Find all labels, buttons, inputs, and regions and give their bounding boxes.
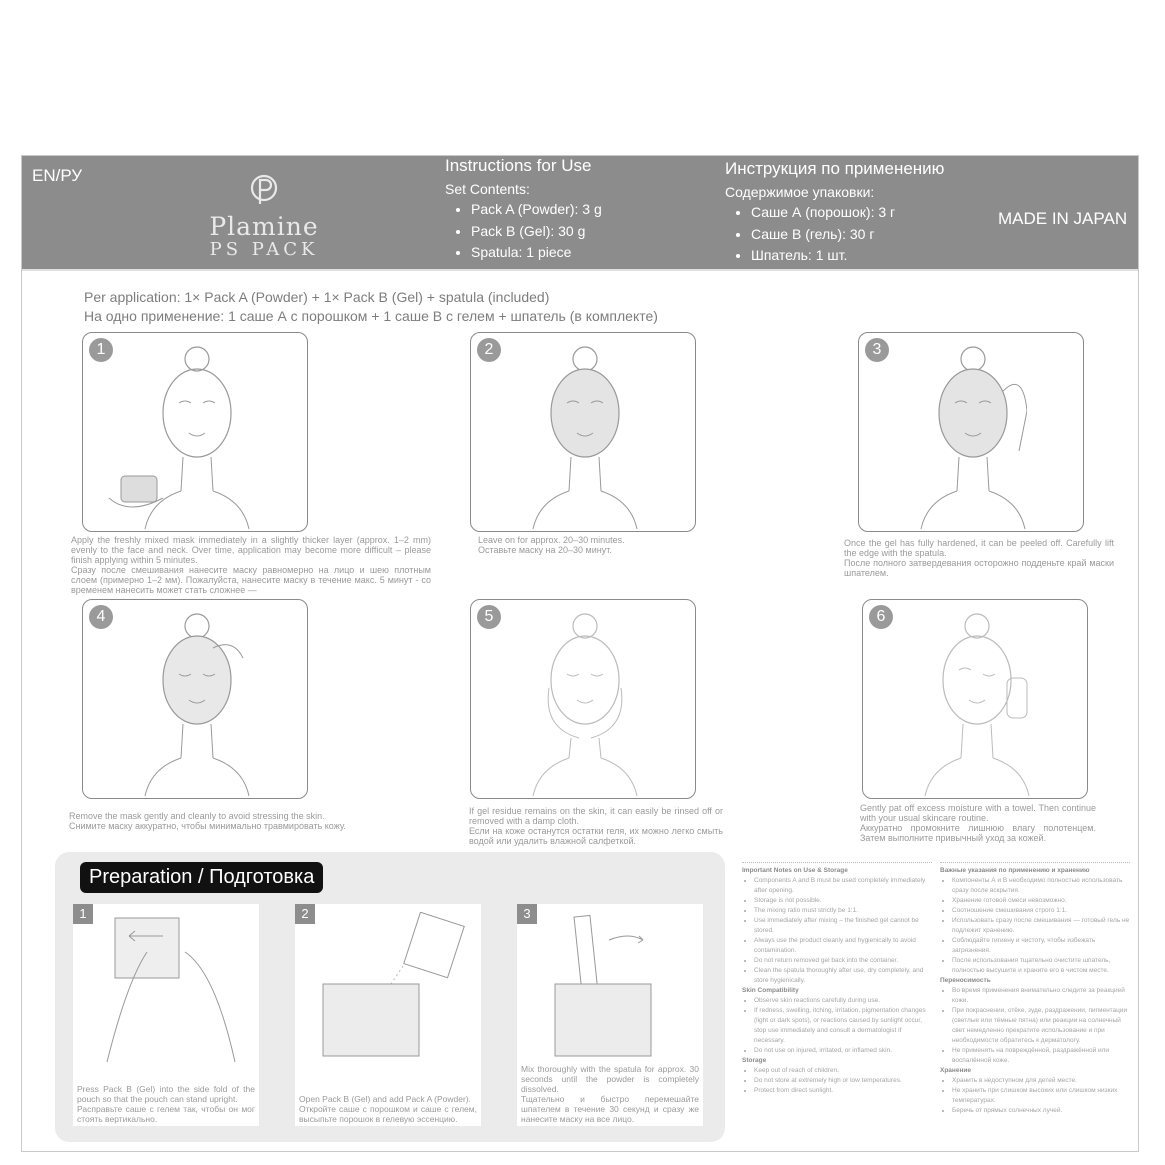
brand-name: Plamine	[209, 212, 319, 241]
list-item: • Do not use on injured, irritated, or inflamed skin.	[754, 1046, 932, 1056]
header-russian	[725, 159, 944, 267]
step-1-illustration	[82, 332, 308, 532]
step-3-illustration	[858, 332, 1084, 532]
face-sketch-icon	[919, 341, 1027, 529]
step-6-illustration	[862, 599, 1088, 799]
list-item: • Use immediately after mixing – the finished gel cannot be stored.	[754, 916, 932, 936]
list-item: • Pack A (Powder): 3 g	[471, 199, 602, 221]
instructions-title-en: Instructions for Use	[445, 156, 592, 175]
list-item: • The mixing ratio must strictly be 1:1.	[754, 906, 932, 916]
step-1-caption: Apply the freshly mixed mask immediately in a slightly thicker layer (approx. 1–2 mm) evenly to the face and neck. Over time, application may become more difficult – please finish applying within 5 minutes. Сразу после смешивания нанесите маску равномерно на лицо и шею плотным слоем (примерно 1–2 мм). Пожалуйста, нанесите маску в течение макс. 5 минут - со временем нанесить может стать сложнее —	[71, 535, 431, 595]
step-3-caption: Once the gel has fully hardened, it can be peeled off. Carefully lift the edge with the spatula. После полного затвердевания осторожно подденьте край маски шпателем.	[844, 538, 1114, 578]
step-4-illustration	[82, 599, 308, 799]
storage-title-ru: Хранение	[940, 1067, 971, 1074]
list-item: • Во время применения внимательно следите за реакцией кожи.	[952, 986, 1130, 1006]
language-label: EN/РУ	[32, 166, 83, 185]
list-item: • Саше В (гель): 30 г	[751, 224, 944, 246]
list-item: • Observe skin reactions carefully during use.	[754, 996, 932, 1006]
face-sketch-icon	[531, 341, 639, 529]
step-2-caption: Leave on for approx. 20–30 minutes. Оставьте маску на 20–30 минут.	[478, 535, 625, 555]
step-number: 5	[477, 605, 501, 629]
spatula-mix-icon	[529, 912, 691, 1062]
list-item: • Clean the spatula thoroughly after use, dry completely, and store hygienically.	[754, 966, 932, 986]
list-item: • Не хранить при слишком высоких или слишком низких температурах.	[952, 1086, 1130, 1106]
list-item: • Keep out of reach of children.	[754, 1066, 932, 1076]
list-item: • Protect from direct sunlight.	[754, 1086, 932, 1096]
preparation-title: Preparation / Подготовка	[80, 862, 323, 893]
list-item: • Компоненты А и В необходимо полностью использовать сразу после вскрытия.	[952, 876, 1130, 896]
notes-list-ru	[940, 876, 1130, 976]
set-contents-label-ru: Содержимое упаковки:	[725, 184, 875, 200]
list-item: • Соотношение смешивания строго 1:1.	[952, 906, 1130, 916]
list-item: • Storage is not possible.	[754, 896, 932, 906]
list-item: • Беречь от прямых солнечных лучей.	[952, 1106, 1130, 1116]
notes-russian	[940, 862, 1130, 1116]
list-item: • При покраснении, отёке, зуде, раздражении, пигментации (светлые или тёмные пятна) или реакции на солнечный свет немедленно прекратите использование и при необходимости обратитесь к дерматологу.	[952, 1006, 1130, 1046]
mask-jar-icon	[107, 468, 167, 518]
list-item: • Always use the product cleanly and hygienically to avoid contamination.	[754, 936, 932, 956]
list-item: • Хранение готовой смеси невозможно.	[952, 896, 1130, 906]
list-item: • Do not return removed gel back into the container.	[754, 956, 932, 966]
set-contents-list-ru	[725, 202, 944, 267]
step-number: 1	[73, 904, 93, 924]
step-5-illustration	[470, 599, 696, 799]
step-number: 2	[295, 904, 315, 924]
compat-title-ru: Переносимость	[940, 977, 991, 984]
brand-logo	[204, 171, 324, 260]
notes-list-en	[742, 876, 932, 986]
list-item: • После использования тщательно очистите шпатель, полностью высушите и храните его в чистом месте.	[952, 956, 1130, 976]
step-6-caption: Gently pat off excess moisture with a towel. Then continue with your usual skincare routine. Аккуратно промокните лишнюю влагу полотенцем. Затем выполните привычный уход за кожей.	[860, 803, 1096, 843]
list-item: • Использовать сразу после смешивания — готовый гель не подлежит хранению.	[952, 916, 1130, 936]
intro-english: Per application: 1× Pack A (Powder) + 1× Pack B (Gel) + spatula (included)	[84, 289, 550, 305]
step-4-caption: Remove the mask gently and cleanly to avoid stressing the skin. Снимите маску аккуратно, чтобы минимально травмировать кожу.	[69, 811, 346, 831]
storage-list-en	[742, 1066, 932, 1096]
divider	[742, 862, 932, 863]
compat-title-en: Skin Compatibility	[742, 987, 799, 994]
notes-english	[742, 862, 932, 1096]
made-in-label: MADE IN JAPAN	[998, 209, 1128, 228]
step-5-caption: If gel residue remains on the skin, it can easily be rinsed off or removed with a damp cloth. Если на коже останутся остатки геля, их можно легко смыть водой или удалить влажной салфеткой.	[469, 806, 723, 846]
list-item: • Do not store at extremely high or low temperatures.	[754, 1076, 932, 1086]
prep-step-2-caption: Open Pack B (Gel) and add Pack A (Powder). Откройте саше с порошком и саше с гелем, высыпьте порошок в гелевую эссенцию.	[299, 1094, 477, 1124]
set-contents-label-en: Set Contents:	[445, 181, 530, 197]
compat-list-ru	[940, 986, 1130, 1066]
list-item: • Саше А (порошок): 3 г	[751, 202, 944, 224]
prep-step-2	[295, 904, 481, 1126]
list-item: • If redness, swelling, itching, irritation, pigmentation changes (light or dark spots), or reactions caused by sunlight occur, stop use immediately and consult a dermatologist if necessary.	[754, 1006, 932, 1046]
logo-mark-icon	[249, 171, 279, 209]
list-item: • Не применять на повреждённой, раздражённой или воспалённой коже.	[952, 1046, 1130, 1066]
step-number: 3	[517, 904, 537, 924]
step-number: 2	[477, 338, 501, 362]
header-english	[445, 156, 602, 264]
prep-step-3	[517, 904, 703, 1126]
divider	[940, 862, 1130, 863]
step-number: 6	[869, 605, 893, 629]
list-item: • Шпатель: 1 шт.	[751, 245, 944, 267]
prep-step-1	[73, 904, 259, 1126]
prep-step-3-caption: Mix thoroughly with the spatula for approx. 30 seconds until the powder is completely dissolved. Тщательно и быстро перемешайте шпателем в течение 30 секунд и сразу же нанесите маску на все лицо.	[521, 1064, 699, 1124]
step-number: 3	[865, 338, 889, 362]
storage-list-ru	[940, 1076, 1130, 1116]
step-number: 1	[89, 338, 113, 362]
list-item: • Pack B (Gel): 30 g	[471, 221, 602, 243]
header-band	[22, 156, 1138, 271]
header-divider	[22, 269, 1138, 271]
list-item: • Соблюдайте гигиену и чистоту, чтобы избежать загрязнения.	[952, 936, 1130, 956]
compat-list-en	[742, 996, 932, 1056]
step-2-illustration	[470, 332, 696, 532]
face-sketch-icon	[531, 608, 639, 796]
instruction-sheet	[21, 155, 1139, 1152]
face-sketch-icon	[923, 608, 1031, 796]
preparation-panel	[55, 852, 725, 1142]
notes-title-ru: Важные указания по применению и хранению	[940, 867, 1090, 874]
set-contents-list-en	[445, 199, 602, 264]
step-number: 4	[89, 605, 113, 629]
list-item: • Хранить в недоступном для детей месте.	[952, 1076, 1130, 1086]
prep-step-1-caption: Press Pack B (Gel) into the side fold of the pouch so that the pouch can stand upright. Расправьте саше с гелем так, чтобы он мог стоять вертикально.	[77, 1084, 255, 1124]
pouch-press-icon	[85, 912, 247, 1062]
storage-title-en: Storage	[742, 1057, 767, 1064]
brand-sub: PS PACK	[209, 239, 319, 260]
pour-powder-icon	[307, 912, 469, 1062]
notes-title-en: Important Notes on Use & Storage	[742, 867, 848, 874]
instructions-title-ru: Инструкция по применению	[725, 159, 945, 178]
list-item: • Spatula: 1 piece	[471, 242, 602, 264]
face-sketch-icon	[143, 608, 251, 796]
list-item: • Components A and B must be used completely immediately after opening.	[754, 876, 932, 896]
intro-russian: На одно применение: 1 саше А с порошком + 1 саше В с гелем + шпатель (в комплекте)	[84, 308, 658, 324]
